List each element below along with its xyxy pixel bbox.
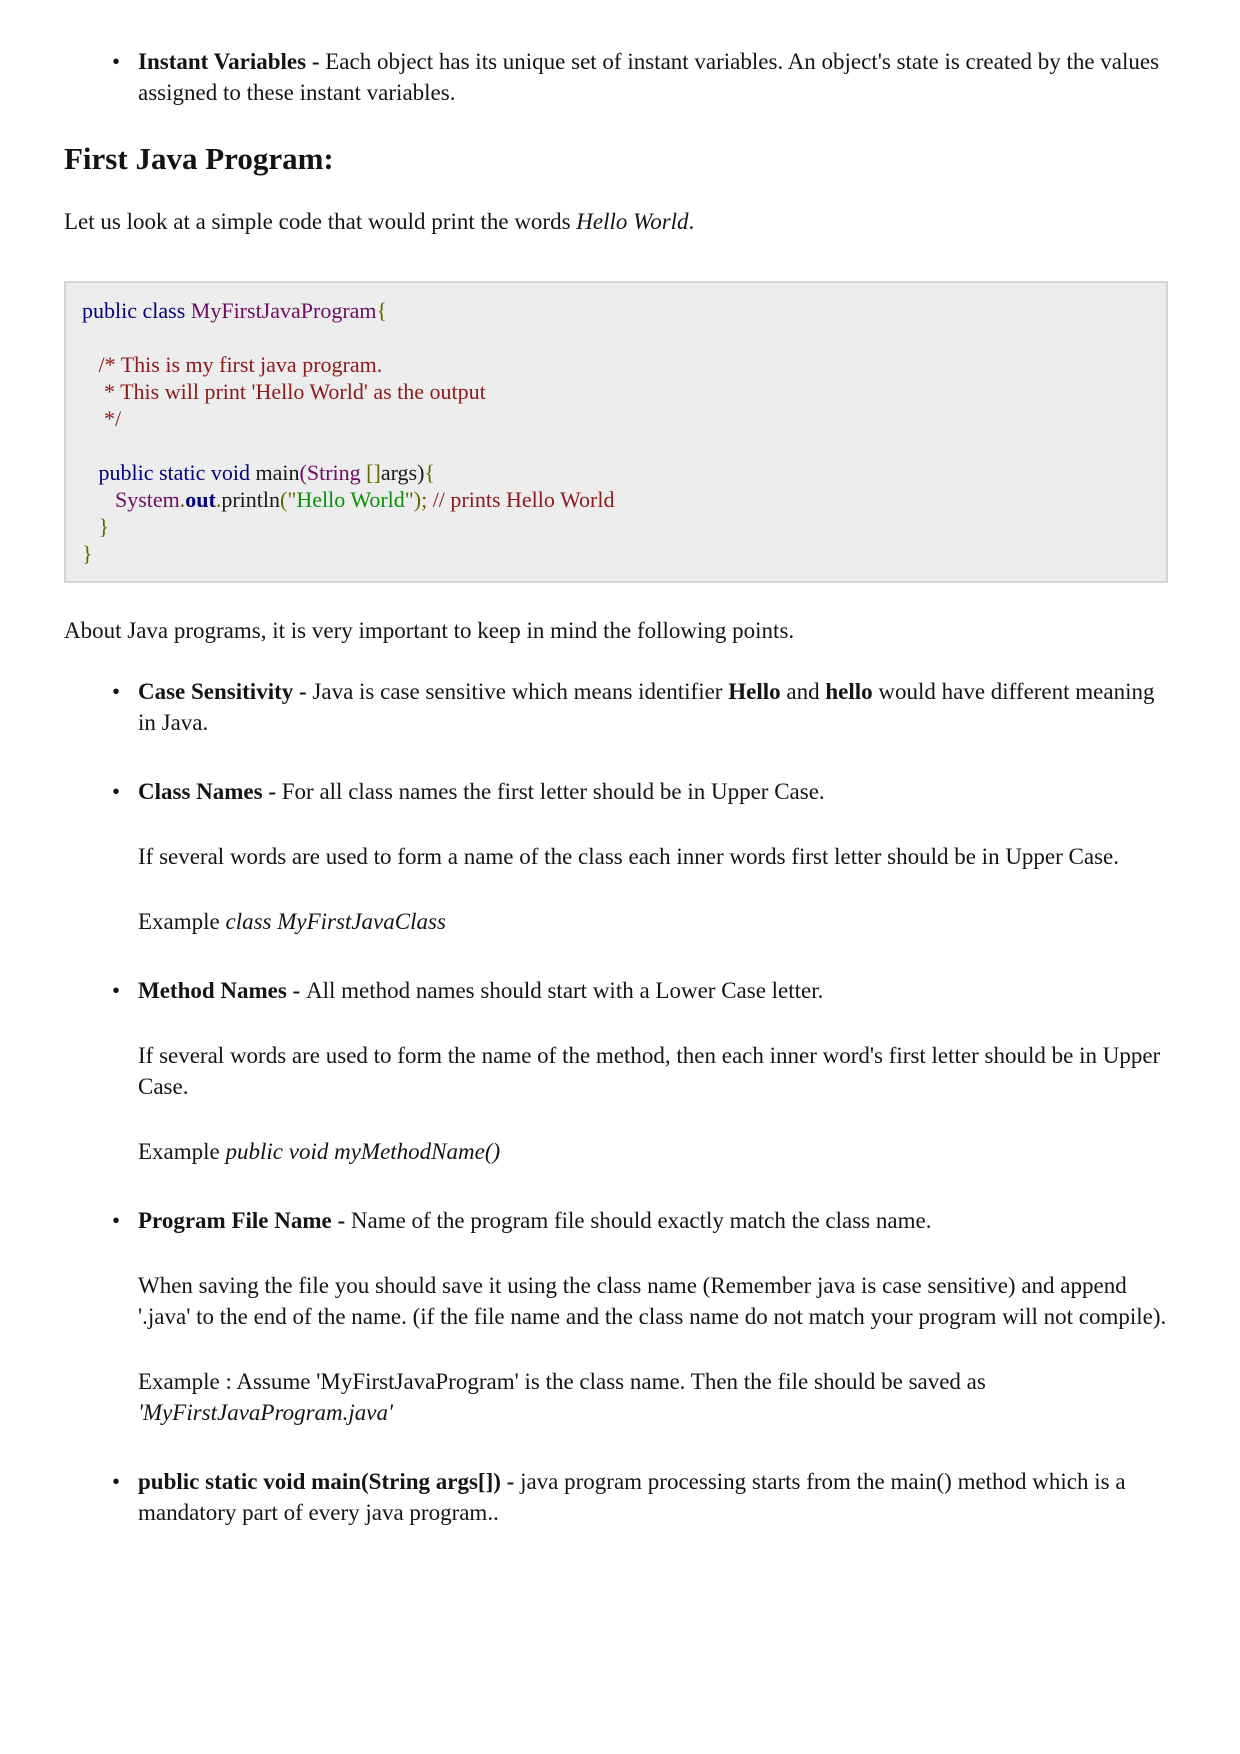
code-token: (" [280,487,297,512]
text-segment: hello [825,679,873,704]
code-token: { [424,460,435,485]
code-token: public static void [98,460,256,485]
text-segment: Example [138,909,226,934]
code-token [82,460,99,485]
text-segment: Instant Variables - [138,49,326,74]
code-token: { [376,298,388,323]
text-segment: If several words are used to form the name of the method, then each inner word's first letter should be in Upper Case. [138,1043,1161,1099]
text-segment: 'MyFirstJavaProgram.java' [138,1400,393,1425]
text-segment: Method Names - [138,978,306,1003]
code-line [82,459,1150,486]
text-segment: public void myMethodName() [225,1139,501,1164]
text-segment: Java is case sensitive which means identifier [312,679,729,704]
list-item-paragraph [138,1136,1168,1167]
list-item [64,776,1168,937]
lead-paragraph [64,206,1168,237]
text-segment: Class Names - [138,779,282,804]
list-item-paragraph [138,975,1168,1006]
text-segment: Name of the program file should exactly match the class name. [350,1208,932,1233]
intro-bullet-list [64,46,1168,108]
code-token: String [306,460,367,485]
code-token: . [215,487,222,512]
code-token: . [179,487,186,512]
code-token: System [115,487,180,512]
points-list [64,676,1168,1528]
text-segment: Let us look at a simple code that would print the words [64,209,577,234]
code-token: */ [82,406,122,431]
code-token: main [255,460,300,485]
list-item [64,975,1168,1167]
bullet-icon: • [112,1208,121,1233]
code-token: } [82,514,110,539]
code-block [64,281,1168,583]
about-paragraph: About Java programs, it is very important to keep in mind the following points. [64,618,795,643]
list-item-paragraph [138,1366,1168,1428]
code-token: ) [417,460,425,485]
list-item-content [138,975,1168,1167]
list-item-paragraph [138,1040,1168,1102]
list-item-paragraph [138,676,1168,738]
text-segment: Hello World [576,209,689,234]
code-token: Hello World [296,487,405,512]
list-item-paragraph [138,1205,1168,1236]
bullet-icon: • [112,679,121,704]
text-segment: and [780,679,826,704]
code-token: ( [299,460,307,485]
code-token: [] [366,460,381,485]
text-segment: would have different meaning in Java. [138,679,1155,735]
text-segment: Hello [728,679,781,704]
list-item [64,1205,1168,1428]
list-item-content [138,1466,1168,1528]
code-line [82,486,1150,513]
list-item-paragraph [138,1466,1168,1528]
list-item-content [138,46,1168,108]
text-segment: Case Sensitivity - [138,679,313,704]
code-token: "); [404,487,428,512]
code-token: MyFirstJavaProgram [190,298,377,323]
code-line [82,297,1150,324]
list-item-content [138,776,1168,937]
list-item [64,1466,1168,1528]
code-line [82,432,1150,459]
text-segment: Program File Name - [138,1208,351,1233]
page-title: First Java Program: [64,141,334,176]
code-token: * This will print 'Hello World' as the output [82,379,486,404]
code-token: args [380,460,418,485]
text-segment: Example [138,1139,226,1164]
text-segment: . [688,209,695,234]
code-line [82,540,1150,567]
bullet-icon: • [112,978,121,1003]
list-item-paragraph [138,906,1168,937]
code-token: out [185,487,216,512]
text-segment: All method names should start with a Lower Case letter. [306,978,824,1003]
bullet-icon: • [112,49,121,74]
list-item [64,46,1168,108]
list-item-paragraph [138,1270,1168,1332]
text-segment: java program processing starts from the main() method which is a mandatory part of every java program.. [138,1469,1126,1525]
text-segment: public static void main(String args[]) - [138,1469,521,1494]
code-token: println [221,487,281,512]
text-segment: For all class names the first letter should be in Upper Case. [281,779,825,804]
text-segment: Each object has its unique set of instant variables. An object's state is created by the values assigned to these instant variables. [138,49,1160,105]
list-item [64,676,1168,738]
list-item-paragraph [138,776,1168,807]
code-line [82,351,1150,378]
code-token: // prints Hello World [427,487,615,512]
code-token: /* This is my first java program. [82,352,383,377]
bullet-icon: • [112,1469,121,1494]
code-line [82,324,1150,351]
bullet-icon: • [112,779,121,804]
text-segment: class MyFirstJavaClass [225,909,446,934]
list-item-paragraph [138,841,1168,872]
text-segment: Example : Assume 'MyFirstJavaProgram' is the class name. Then the file should be saved as [138,1369,986,1394]
list-item-content [138,676,1168,738]
code-line [82,513,1150,540]
code-token: public class [82,298,191,323]
text-segment: If several words are used to form a name of the class each inner words first letter should be in Upper Case. [138,844,1120,869]
intro-bullet-paragraph [138,46,1168,108]
code-token: } [82,541,93,566]
code-token [82,487,115,512]
code-line [82,405,1150,432]
code-line [82,378,1150,405]
list-item-content [138,1205,1168,1428]
text-segment: When saving the file you should save it using the class name (Remember java is case sensitive) and append '.java' to the end of the name. (if the file name and the class name do not match your program will not compile). [138,1273,1167,1329]
